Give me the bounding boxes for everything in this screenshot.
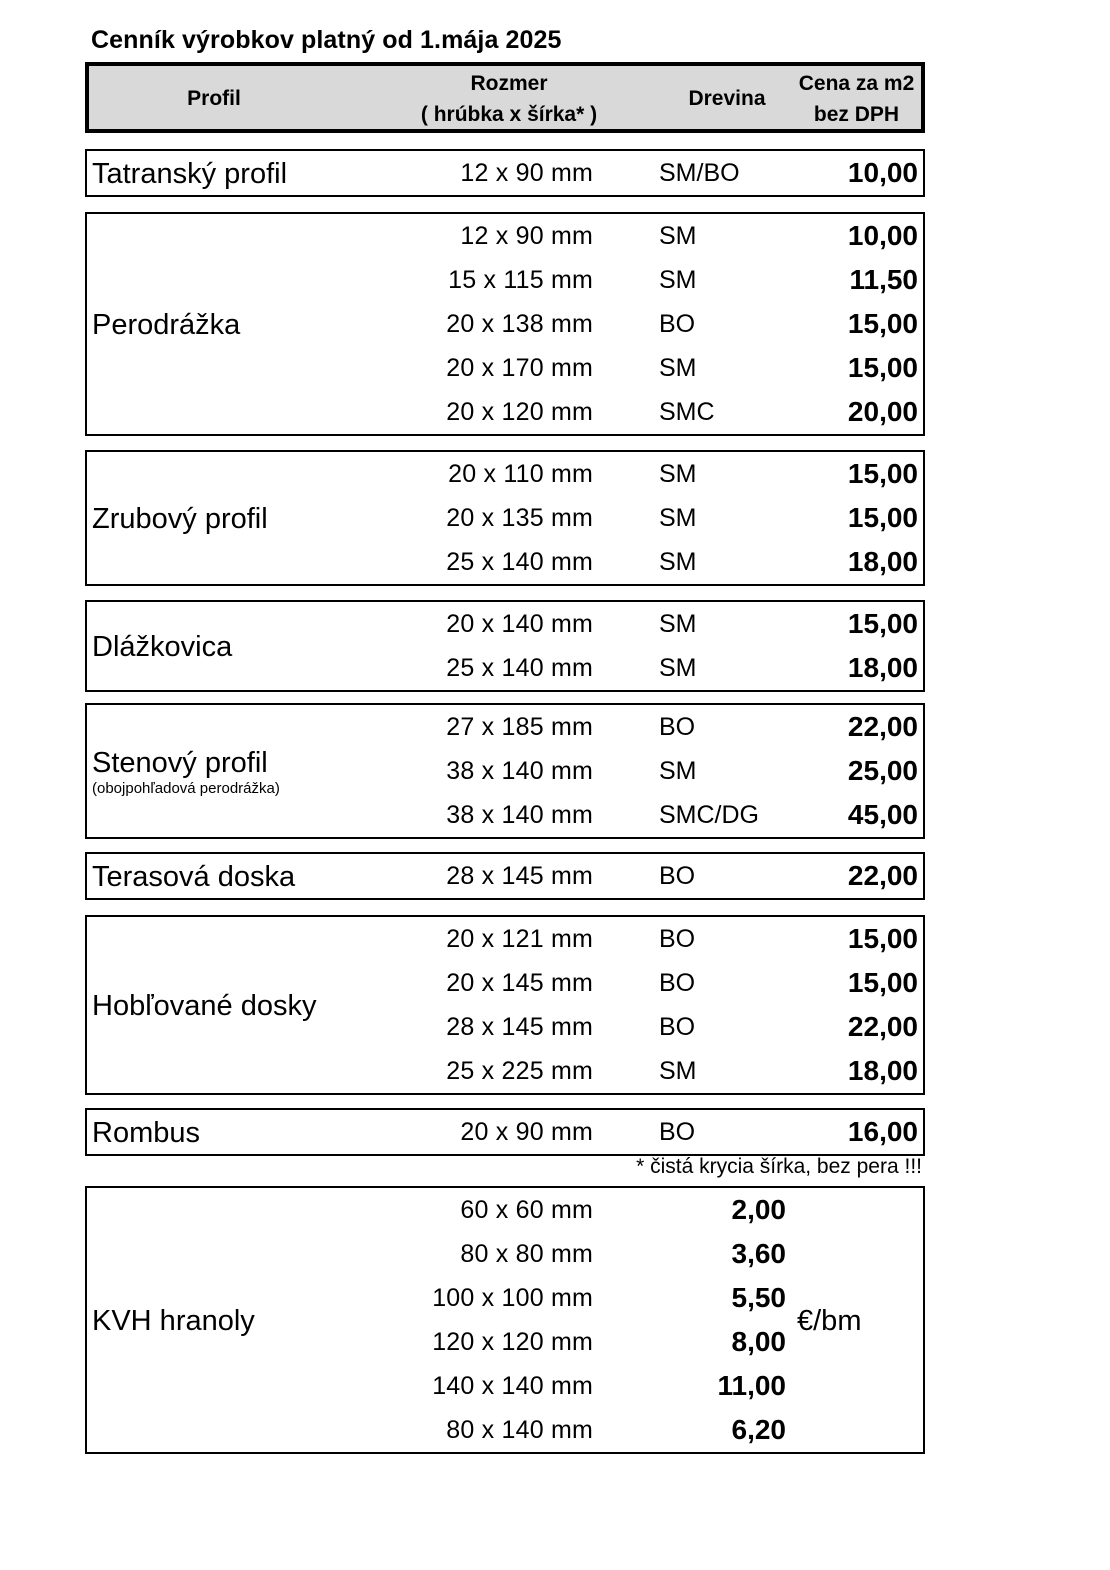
- row-wood: SM: [659, 548, 697, 576]
- table-row: [87, 749, 923, 793]
- product-group: [85, 212, 925, 436]
- table-row: [87, 1049, 923, 1093]
- table-row: [87, 793, 923, 837]
- product-name: Dlážkovica: [92, 631, 233, 663]
- row-wood: BO: [659, 713, 696, 741]
- row-price: 25,00: [847, 755, 918, 786]
- product-name: Tatranský profil: [92, 158, 288, 190]
- kvh-group: [85, 1186, 925, 1454]
- product-name: Stenový profil: [92, 747, 268, 779]
- row-price: 3,60: [731, 1238, 786, 1269]
- row-wood: BO: [659, 925, 696, 953]
- table-row: [87, 214, 923, 258]
- table-row: [87, 1276, 923, 1320]
- table-row: [87, 705, 923, 749]
- row-dimension: 20 x 170 mm: [446, 354, 593, 382]
- row-price: 22,00: [847, 860, 918, 891]
- table-row: [87, 390, 923, 434]
- product-subtitle: (obojpohľadová perodrážka): [92, 780, 280, 797]
- table-row: [87, 1005, 923, 1049]
- product-group: [85, 149, 925, 197]
- row-dimension: 27 x 185 mm: [446, 713, 593, 741]
- row-price: 15,00: [847, 502, 918, 533]
- table-header: [85, 62, 925, 133]
- row-price: 15,00: [847, 458, 918, 489]
- product-group: [85, 450, 925, 586]
- row-wood: SM: [659, 266, 697, 294]
- product-group: [85, 915, 925, 1095]
- table-row: [87, 961, 923, 1005]
- row-dimension: 12 x 90 mm: [460, 159, 593, 187]
- row-wood: BO: [659, 1118, 696, 1146]
- row-dimension: 20 x 121 mm: [446, 925, 593, 953]
- table-row: [87, 1232, 923, 1276]
- product-group: [85, 703, 925, 839]
- row-price: 20,00: [847, 396, 918, 427]
- row-dimension: 28 x 145 mm: [446, 1013, 593, 1041]
- table-row: [87, 854, 923, 898]
- row-price: 2,00: [731, 1194, 786, 1225]
- table-row: [87, 1320, 923, 1364]
- table-row: [87, 346, 923, 390]
- header-drevina: Drevina: [688, 87, 766, 110]
- row-dimension: 60 x 60 mm: [460, 1196, 593, 1224]
- row-dimension: 20 x 140 mm: [446, 610, 593, 638]
- row-dimension: 140 x 140 mm: [432, 1372, 593, 1400]
- row-price: 10,00: [847, 220, 918, 251]
- row-wood: BO: [659, 310, 696, 338]
- row-price: 15,00: [847, 608, 918, 639]
- product-name: Zrubový profil: [92, 503, 268, 535]
- row-dimension: 25 x 140 mm: [446, 654, 593, 682]
- header-cena: Cena za m2: [798, 72, 915, 95]
- row-price: 45,00: [847, 799, 918, 830]
- row-price: 15,00: [847, 308, 918, 339]
- row-dimension: 25 x 225 mm: [446, 1057, 593, 1085]
- header-profil: Profil: [187, 87, 241, 110]
- product-group: [85, 852, 925, 900]
- row-wood: SM: [659, 504, 697, 532]
- product-name: Hobľované dosky: [92, 990, 317, 1022]
- product-group: [85, 1108, 925, 1156]
- row-price: 18,00: [847, 652, 918, 683]
- row-wood: BO: [659, 862, 696, 890]
- row-price: 11,00: [717, 1370, 786, 1401]
- product-group: [85, 600, 925, 692]
- table-row: [87, 496, 923, 540]
- row-wood: SM: [659, 222, 697, 250]
- table-row: [87, 452, 923, 496]
- row-wood: BO: [659, 1013, 696, 1041]
- row-wood: SM: [659, 610, 697, 638]
- row-wood: BO: [659, 969, 696, 997]
- row-dimension: 80 x 80 mm: [460, 1240, 593, 1268]
- table-row: [87, 1188, 923, 1232]
- row-dimension: 20 x 110 mm: [448, 460, 593, 488]
- row-price: 22,00: [847, 711, 918, 742]
- row-price: 15,00: [847, 967, 918, 998]
- row-wood: SM: [659, 757, 697, 785]
- header-rozmer-detail: ( hrúbka x šírka* ): [420, 103, 598, 126]
- table-row: [87, 1364, 923, 1408]
- table-row: [87, 602, 923, 646]
- row-price: 11,50: [849, 264, 918, 295]
- product-name: Terasová doska: [92, 861, 296, 893]
- table-row: [87, 1110, 923, 1154]
- row-dimension: 25 x 140 mm: [446, 548, 593, 576]
- row-price: 18,00: [847, 1055, 918, 1086]
- table-row: [87, 540, 923, 584]
- row-dimension: 28 x 145 mm: [446, 862, 593, 890]
- row-wood: SMC/DG: [659, 801, 759, 829]
- row-wood: SM: [659, 1057, 697, 1085]
- table-row: [87, 258, 923, 302]
- row-dimension: 20 x 120 mm: [446, 398, 593, 426]
- row-dimension: 100 x 100 mm: [432, 1284, 593, 1312]
- row-dimension: 15 x 115 mm: [448, 266, 593, 294]
- row-price: 8,00: [731, 1326, 786, 1357]
- table-row: [87, 646, 923, 690]
- row-dimension: 38 x 140 mm: [446, 801, 593, 829]
- table-row: [87, 151, 923, 195]
- row-dimension: 120 x 120 mm: [432, 1328, 593, 1356]
- row-price: 16,00: [847, 1116, 918, 1147]
- row-wood: SM: [659, 654, 697, 682]
- row-dimension: 20 x 138 mm: [446, 310, 593, 338]
- row-wood: SM: [659, 460, 697, 488]
- page-title: Cenník výrobkov platný od 1.mája 2025: [91, 26, 562, 54]
- row-price: 15,00: [847, 923, 918, 954]
- row-dimension: 20 x 135 mm: [446, 504, 593, 532]
- product-name: Perodrážka: [92, 309, 241, 341]
- row-price: 18,00: [847, 546, 918, 577]
- row-price: 15,00: [847, 352, 918, 383]
- header-cena-vat: bez DPH: [813, 103, 900, 126]
- row-dimension: 38 x 140 mm: [446, 757, 593, 785]
- row-price: 6,20: [731, 1414, 786, 1445]
- product-name: KVH hranoly: [92, 1305, 255, 1337]
- row-price: 10,00: [847, 157, 918, 188]
- table-row: [87, 1408, 923, 1452]
- row-dimension: 80 x 140 mm: [446, 1416, 593, 1444]
- row-dimension: 20 x 90 mm: [460, 1118, 593, 1146]
- row-wood: SM/BO: [659, 159, 740, 187]
- table-row: [87, 917, 923, 961]
- header-rozmer: Rozmer: [470, 72, 548, 95]
- row-dimension: 20 x 145 mm: [446, 969, 593, 997]
- row-wood: SM: [659, 354, 697, 382]
- row-wood: SMC: [659, 398, 715, 426]
- product-name: Rombus: [92, 1117, 200, 1149]
- table-row: [87, 302, 923, 346]
- row-price: 22,00: [847, 1011, 918, 1042]
- footnote: * čistá krycia šírka, bez pera !!!: [636, 1155, 922, 1178]
- price-unit: €/bm: [797, 1305, 862, 1337]
- row-dimension: 12 x 90 mm: [460, 222, 593, 250]
- row-price: 5,50: [731, 1282, 786, 1313]
